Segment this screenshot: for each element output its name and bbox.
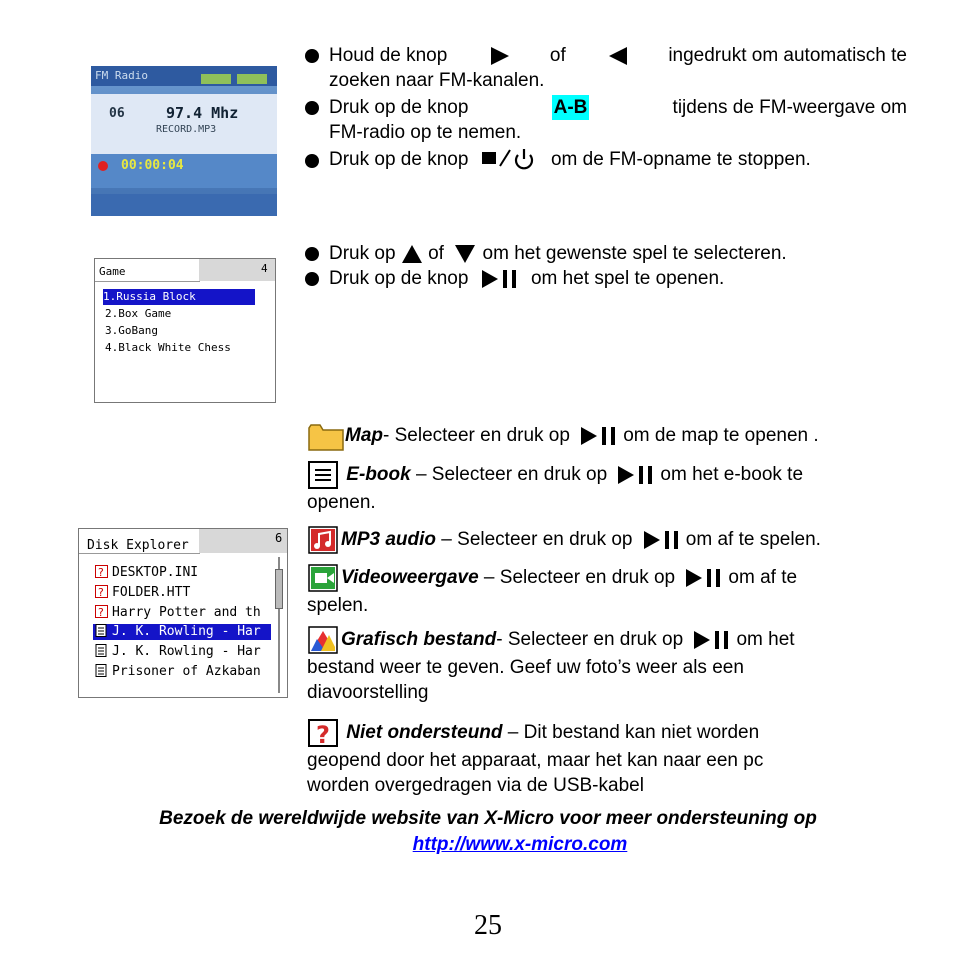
fm-bullet-3: Druk op de knop om de FM-opname te stoppen. [329,149,811,170]
disk-title: Disk Explorer [87,538,189,553]
type-video: Videoweergave – Selecteer en druk op om af te spelen. [307,563,917,618]
ebook-icon [307,460,341,490]
svg-text:?: ? [316,721,330,748]
fm-bullet-2: Druk op de knop A-B tijdens de FM-weergave om FM-radio op te nemen. [329,97,907,143]
type-ebook: E-book – Selecteer en druk op om het e-book te openen. [307,460,917,515]
list-item[interactable]: 4.Black White Chess [105,341,231,354]
visit-website-text: Bezoek de wereldwijde website van X-Micro voor meer ondersteuning op [159,808,817,829]
list-item[interactable]: ? FOLDER.HTT [95,585,190,601]
page-number: 25 [474,910,502,941]
play-pause-icon [642,529,682,551]
video-icon [307,563,341,593]
play-pause-icon [579,425,619,447]
game-menu-screenshot [94,258,276,403]
stop-power-icon [478,148,542,172]
ab-key-label: A-B [553,97,588,118]
fm-timer: 00:00:04 [121,158,184,173]
play-pause-icon [684,567,724,589]
unsupported-file-icon [95,565,108,578]
list-item[interactable]: 2.Box Game [105,307,172,320]
unsupported-file-icon [95,585,108,598]
record-icon [98,161,108,171]
play-left-icon [606,46,628,66]
list-item[interactable]: 1.Russia Block [103,289,255,305]
game-page: 4 [261,262,268,275]
svg-text:?: ? [98,606,104,618]
game-bullet-1: Druk op of om het gewenste spel te selecteren. [329,243,787,264]
type-image: Grafisch bestand- Selecteer en druk op om het bestand weer te geven. Geef uw foto’s weer als een diavoorstelling [307,625,917,705]
game-title: Game [99,265,126,278]
website-link[interactable]: http://www.x-micro.com [412,834,628,855]
mp3-audio-icon [307,525,341,555]
fm-title: FM Radio [95,69,148,82]
image-file-icon [307,625,341,655]
fm-record-file: RECORD.MP3 [156,124,217,135]
fm-radio-screenshot [91,66,277,216]
bullet [305,272,319,286]
game-bullet-2: Druk op de knop om het spel te openen. [329,268,725,289]
list-item[interactable]: Prisoner of Azkaban [95,664,261,680]
list-item[interactable]: J. K. Rowling - Har [95,644,261,660]
type-map: Map- Selecteer en druk op om de map te openen . [307,420,917,452]
scrollbar-thumb[interactable] [275,569,283,609]
scrollbar[interactable] [275,557,283,693]
fm-frequency: 97.4 Mhz [166,104,239,122]
disk-page: 6 [275,531,283,545]
list-item[interactable]: ? Harry Potter and th [95,605,261,621]
list-item[interactable]: ? DESKTOP.INI [95,565,198,581]
bullet [305,101,319,115]
bullet [305,154,319,168]
play-pause-icon [616,464,656,486]
type-unsupported: ? Niet ondersteund – Dit bestand kan niet worden geopend door het apparaat, maar het kan naar een pc worden overgedragen via de USB-kabel [307,718,917,798]
unsupported-file-icon [95,605,108,618]
unsupported-icon [307,718,341,748]
disk-explorer-screenshot [78,528,288,698]
ebook-file-icon [95,624,108,637]
bullet [305,49,319,63]
fm-bullet-1: Houd de knop of ingedrukt om automatisch te zoeken naar FM-kanalen. [329,45,907,91]
fm-channel: 06 [109,106,125,121]
arrow-up-icon [401,244,423,264]
list-item[interactable]: J. K. Rowling - Har [93,624,271,640]
ebook-file-icon [95,644,108,657]
ebook-file-icon [95,664,108,677]
play-pause-icon [480,268,520,290]
bullet [305,247,319,261]
folder-icon [307,420,345,452]
play-pause-icon [692,629,732,651]
svg-text:?: ? [98,566,104,578]
list-item[interactable]: 3.GoBang [105,324,158,337]
svg-text:?: ? [98,586,104,598]
arrow-down-icon [453,244,477,264]
play-right-icon [488,46,510,66]
type-mp3: MP3 audio – Selecteer en druk op om af te spelen. [307,525,917,555]
